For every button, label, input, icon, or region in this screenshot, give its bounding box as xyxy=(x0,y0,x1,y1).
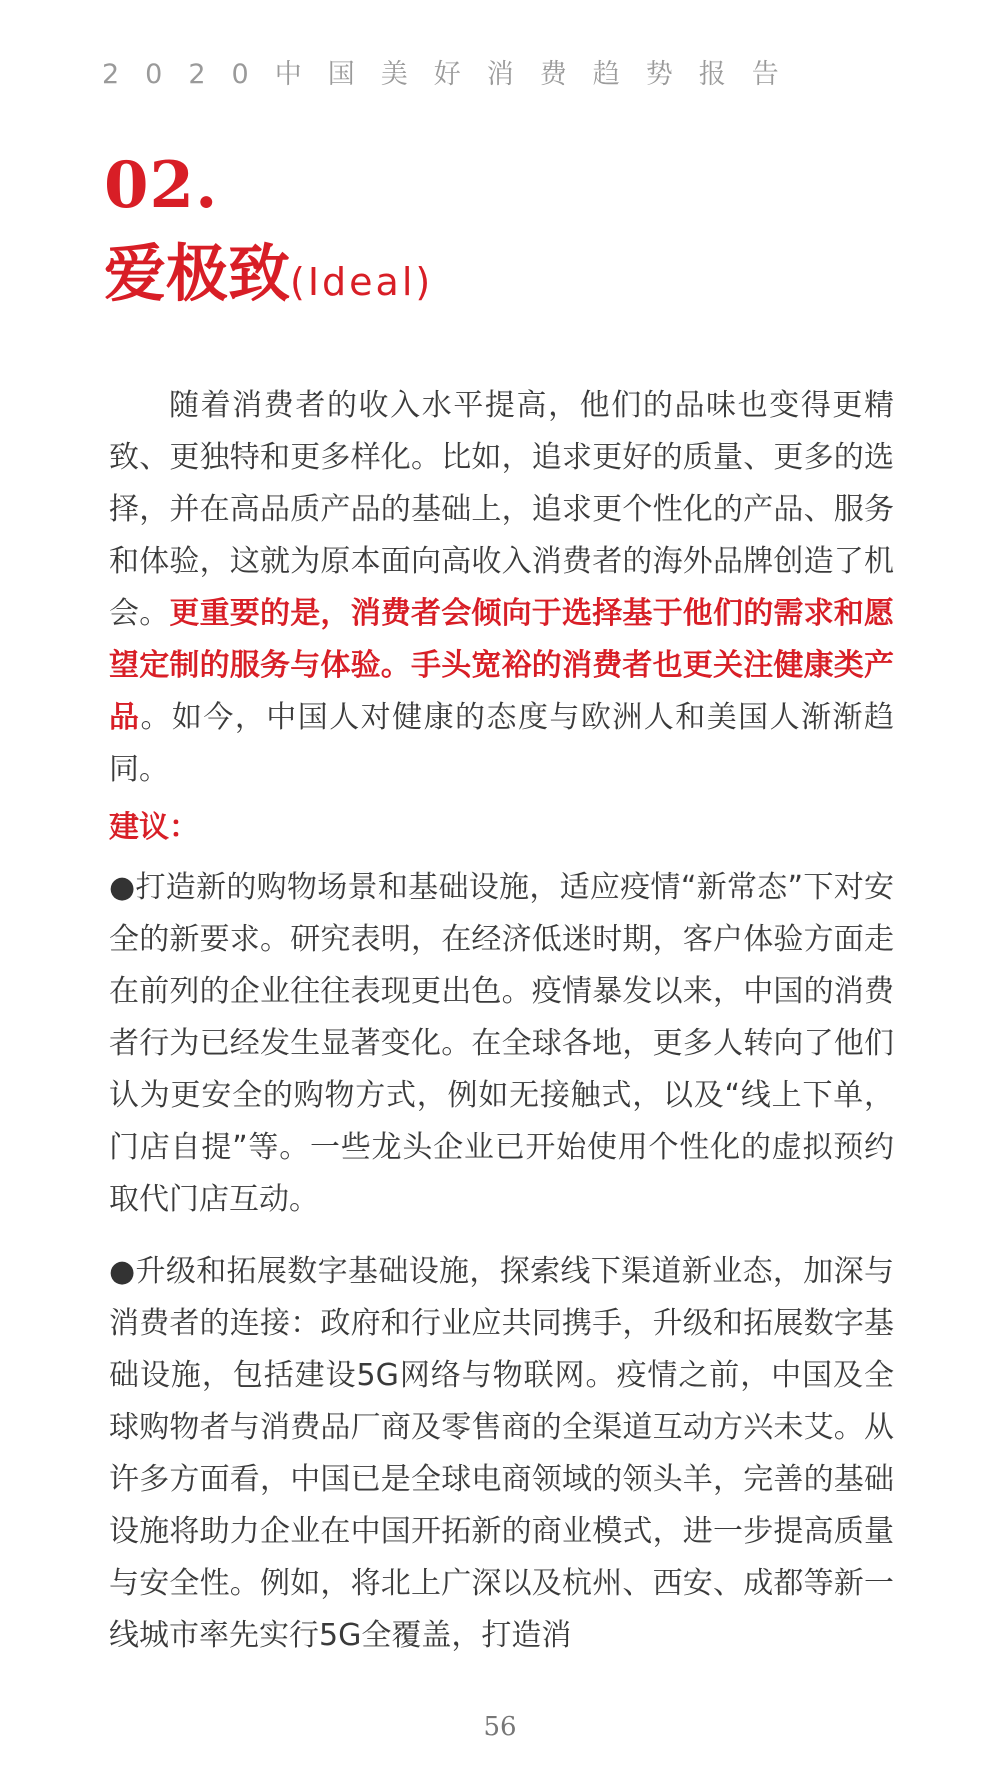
advice-item-text: 升级和拓展数字基础设施，探索线下渠道新业态，加深与消费者的连接：政府和行业应共同携手，升级和拓展数字基础设施，包括建设5G网络与物联网。疫情之前，中国及全球购物者与消费品厂商及零售商的全渠道互动方兴未艾。从许多方面看，中国已是全球电商领域的领头羊，完善的基础设施将助力企业在中国开拓新的商业模式，进一步提高质量与安全性。例如，将北上广深以及杭州、西安、成都等新一线城市率先实行5G全覆盖，打造消 xyxy=(109,1254,894,1653)
advice-item xyxy=(109,1246,894,1662)
section-title-chinese: 爱极致 xyxy=(104,237,291,310)
page-number: 56 xyxy=(483,1712,517,1742)
running-header: 2020中国美好消费趋势报告 xyxy=(102,59,805,90)
intro-emphasis: 更重要的是，消费者会倾向于选择基于他们的需求和愿望定制的服务与体验。手头宽裕的消费者也更关注健康类产品 xyxy=(109,596,895,735)
section-title xyxy=(104,224,433,313)
intro-text-start: 随着消费者的收入水平提高，他们的品味也变得更精致、更独特和更多样化。比如，追求更好的质量、更多的选择，并在高品质产品的基础上，追求更个性化的产品、服务和体验，这就为原本面向高收入消费者的海外品牌创造了机会。 xyxy=(109,388,894,631)
intro-text-end: 。如今，中国人对健康的态度与欧洲人和美国人渐渐趋同。 xyxy=(109,700,895,787)
bullet-icon: ● xyxy=(109,1254,136,1289)
section-title-english: (Ideal) xyxy=(290,260,434,304)
intro-paragraph xyxy=(109,380,894,796)
bullet-icon: ● xyxy=(109,870,136,905)
advice-item-text: 打造新的购物场景和基础设施，适应疫情“新常态”下对安全的新要求。研究表明，在经济低迷时期，客户体验方面走在前列的企业往往表现更出色。疫情暴发以来，中国的消费者行为已经发生显著变化。在全球各地，更多人转向了他们认为更安全的购物方式，例如无接触式，以及“线上下单，门店自提”等。一些龙头企业已开始使用个性化的虚拟预约取代门店互动。 xyxy=(109,870,894,1217)
advice-heading: 建议： xyxy=(109,810,199,845)
advice-item xyxy=(109,862,894,1226)
section-number: 02. xyxy=(104,148,219,223)
body-text xyxy=(109,380,894,1662)
